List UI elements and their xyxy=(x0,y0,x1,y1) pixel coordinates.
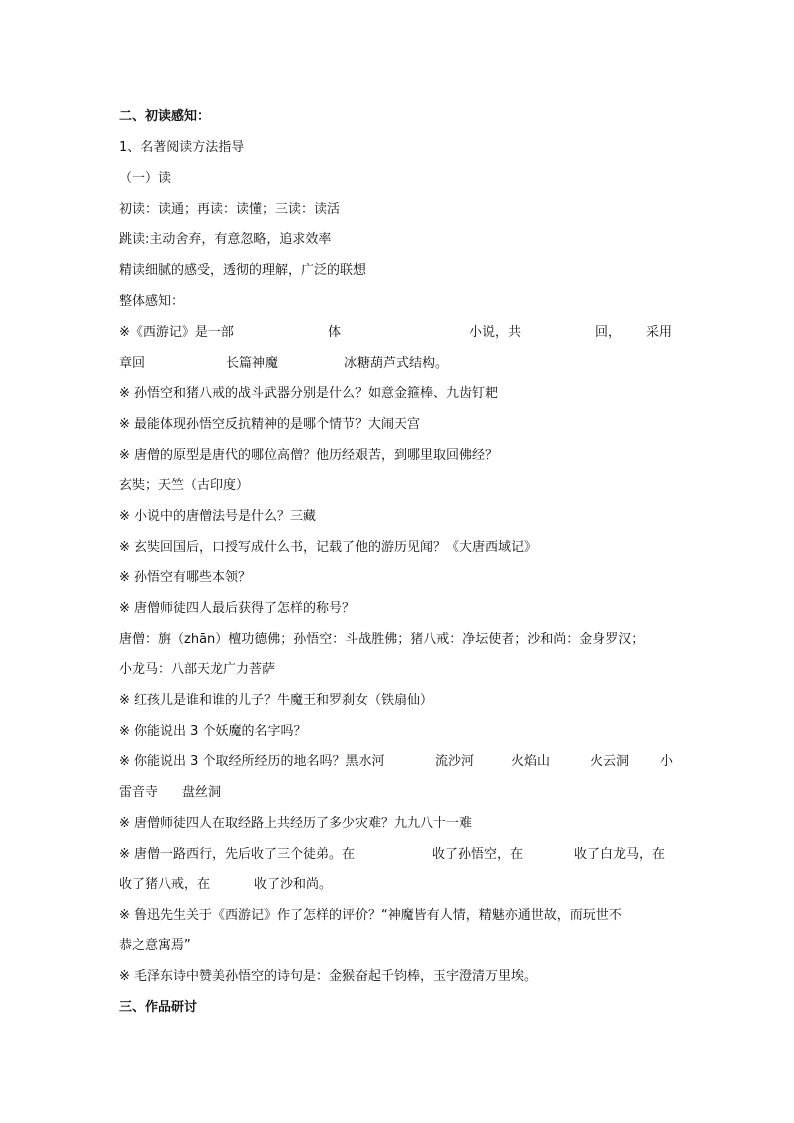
answer-8-line-1: 唐僧：旃（zhān）檀功德佛；孙悟空：斗战胜佛；猪八戒：净坛使者；沙和尚：金身罗汉； xyxy=(119,632,645,647)
q1-text-f: 章回 xyxy=(119,356,146,371)
q1-text-c: 小说，共 xyxy=(469,325,522,340)
subheading-read: （一）读 xyxy=(119,171,172,186)
question-12: ※ 唐僧师徒四人在取经路上共经历了多少灾难？九九八十一难 xyxy=(119,816,473,831)
subheading-reading-method: 1、名著阅读方法指导 xyxy=(119,140,245,155)
q1-text-b: 体 xyxy=(328,325,342,340)
question-9: ※ 红孩儿是谁和谁的儿子？牛魔王和罗刹女（铁扇仙） xyxy=(119,693,434,708)
question-5: ※ 小说中的唐僧法号是什么？三藏 xyxy=(119,509,317,524)
question-13-line-1 xyxy=(119,846,679,863)
question-14-line-1: ※ 鲁迅先生关于《西游记》作了怎样的评价？“神魔皆有人情，精魅亦通世故，而玩世不 xyxy=(119,908,622,923)
question-10: ※ 你能说出 3 个妖魔的名字吗？ xyxy=(119,724,307,739)
question-13-line-2 xyxy=(119,876,679,893)
section-heading-2: 二、初读感知： xyxy=(119,109,211,124)
question-1-line-2 xyxy=(119,355,679,372)
q1-text-d: 回， xyxy=(595,325,622,340)
q13-text-d: 收了猪八戒，在 xyxy=(119,877,211,892)
question-7: ※ 孙悟空有哪些本领？ xyxy=(119,570,252,585)
q1-text-a: ※《西游记》是一部 xyxy=(119,325,234,340)
q11-place-huoyanshan: 火焰山 xyxy=(511,754,551,769)
question-3: ※ 最能体现孙悟空反抗精神的是哪个情节？大闹天宫 xyxy=(119,417,421,432)
question-11-line-2 xyxy=(119,784,679,801)
q11-place-liushahe: 流沙河 xyxy=(435,754,475,769)
question-14-line-2: 恭之意寓焉” xyxy=(119,938,191,953)
q11-text-e: 小 xyxy=(660,754,674,769)
paragraph-close-reading: 精读细腻的感受，透彻的理解，广泛的联想 xyxy=(119,263,367,278)
q13-text-a: ※ 唐僧一路西行，先后收了三个徒弟。在 xyxy=(119,847,356,862)
q11-place-pansidong: 盘丝洞 xyxy=(182,785,222,800)
q11-text-a: ※ 你能说出 3 个取经所经历的地名吗？黑水河 xyxy=(119,754,385,769)
paragraph-skim-reading: 跳读:主动舍弃，有意忽略，追求效率 xyxy=(119,232,332,247)
question-4: ※ 唐僧的原型是唐代的哪位高僧？他历经艰苦，到哪里取回佛经？ xyxy=(119,448,499,463)
q13-text-b: 收了孙悟空，在 xyxy=(432,847,524,862)
q1-text-e: 采用 xyxy=(646,325,673,340)
q13-text-c: 收了白龙马，在 xyxy=(574,847,666,862)
q13-text-e: 收了沙和尚。 xyxy=(254,877,333,892)
q1-text-h: 冰糖葫芦式结构。 xyxy=(344,356,449,371)
question-15: ※ 毛泽东诗中赞美孙悟空的诗句是：金猴奋起千钧棒，玉宇澄清万里埃。 xyxy=(119,969,538,984)
q11-place-huoyundong: 火云洞 xyxy=(590,754,630,769)
question-2: ※ 孙悟空和猪八戒的战斗武器分别是什么？如意金箍棒、九齿钉耙 xyxy=(119,386,499,401)
answer-4: 玄奘；天竺（古印度） xyxy=(119,478,250,493)
question-1-line-1 xyxy=(119,324,679,341)
paragraph-overall-perception: 整体感知： xyxy=(119,294,185,309)
answer-8-line-2: 小龙马：八部天龙广力菩萨 xyxy=(119,662,276,677)
question-6: ※ 玄奘回国后，口授写成什么书，记载了他的游历见闻？《大唐西域记》 xyxy=(119,540,538,555)
question-11-line-1 xyxy=(119,753,679,770)
paragraph-reading-stages: 初读：读通；再读：读懂；三读：读活 xyxy=(119,202,341,217)
question-8: ※ 唐僧师徒四人最后获得了怎样的称号？ xyxy=(119,601,356,616)
q1-text-g: 长篇神魔 xyxy=(226,356,279,371)
q11-place-leiyinsi: 雷音寺 xyxy=(119,785,159,800)
section-heading-3: 三、作品研讨 xyxy=(119,1000,198,1015)
